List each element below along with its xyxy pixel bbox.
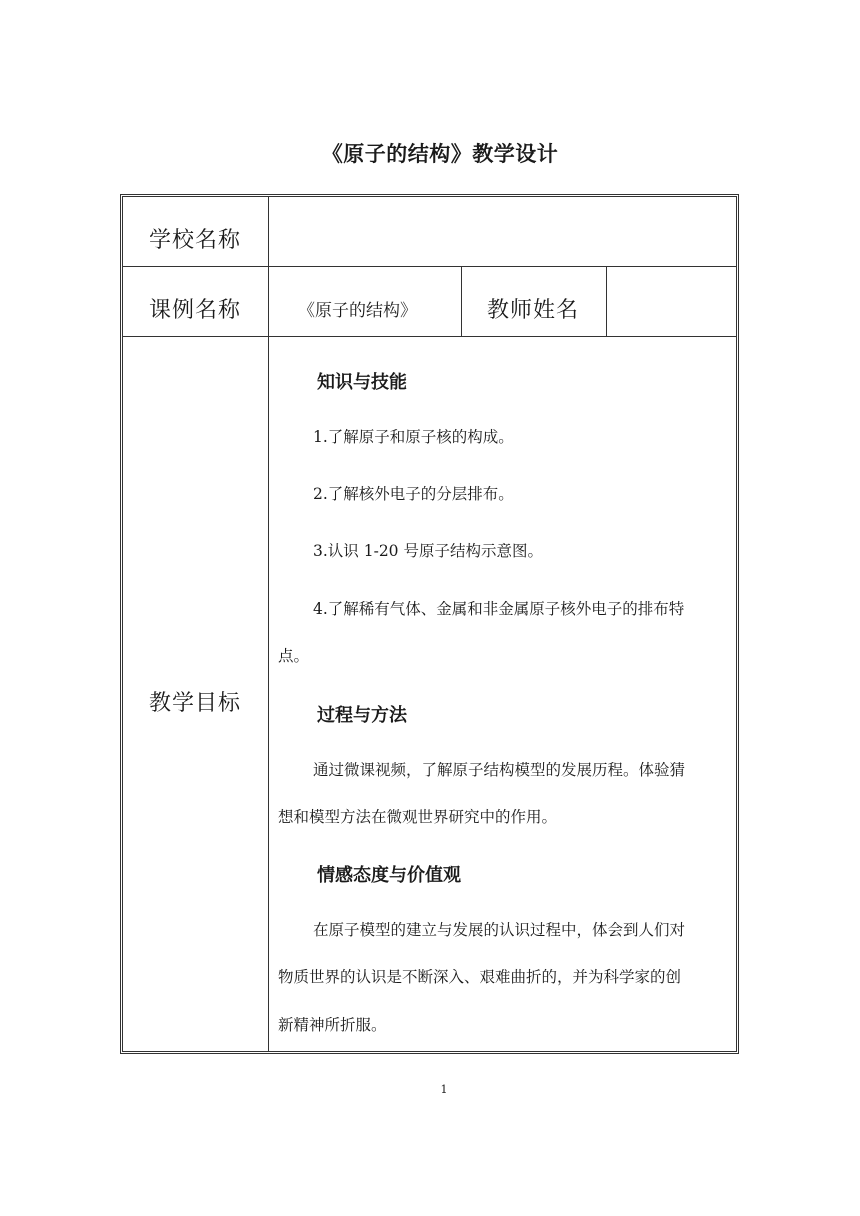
page-number: 1 xyxy=(440,1083,448,1096)
process-heading: 过程与方法 xyxy=(317,705,407,726)
row-divider xyxy=(123,336,736,337)
school-name-label: 学校名称 xyxy=(149,228,242,253)
page-title: 《原子的结构》教学设计 xyxy=(321,142,559,166)
emotion-line: 物质世界的认识是不断深入、艰难曲折的，并为科学家的创 xyxy=(278,968,682,986)
column-divider xyxy=(461,266,462,336)
emotion-line: 新精神所折服。 xyxy=(278,1016,387,1034)
knowledge-line: 3.认识 1-20 号原子结构示意图。 xyxy=(313,542,543,560)
column-divider xyxy=(606,266,607,336)
column-divider xyxy=(268,197,269,1051)
row-divider xyxy=(123,266,736,267)
knowledge-line: 点。 xyxy=(278,647,310,665)
lesson-name-value: 《原子的结构》 xyxy=(298,301,417,321)
knowledge-line: 4.了解稀有气体、金属和非金属原子核外电子的排布特 xyxy=(313,600,685,618)
knowledge-line: 1.了解原子和原子核的构成。 xyxy=(313,428,514,446)
lesson-name-label: 课例名称 xyxy=(149,298,242,323)
objectives-label: 教学目标 xyxy=(149,691,242,716)
process-line: 通过微课视频，了解原子结构模型的发展历程。体验猜 xyxy=(313,761,686,779)
process-line: 想和模型方法在微观世界研究中的作用。 xyxy=(278,808,558,826)
emotion-heading: 情感态度与价值观 xyxy=(317,865,461,886)
teacher-name-label: 教师姓名 xyxy=(487,298,580,323)
knowledge-heading: 知识与技能 xyxy=(317,372,407,393)
emotion-line: 在原子模型的建立与发展的认识过程中，体会到人们对 xyxy=(313,921,686,939)
knowledge-line: 2.了解核外电子的分层排布。 xyxy=(313,485,514,503)
